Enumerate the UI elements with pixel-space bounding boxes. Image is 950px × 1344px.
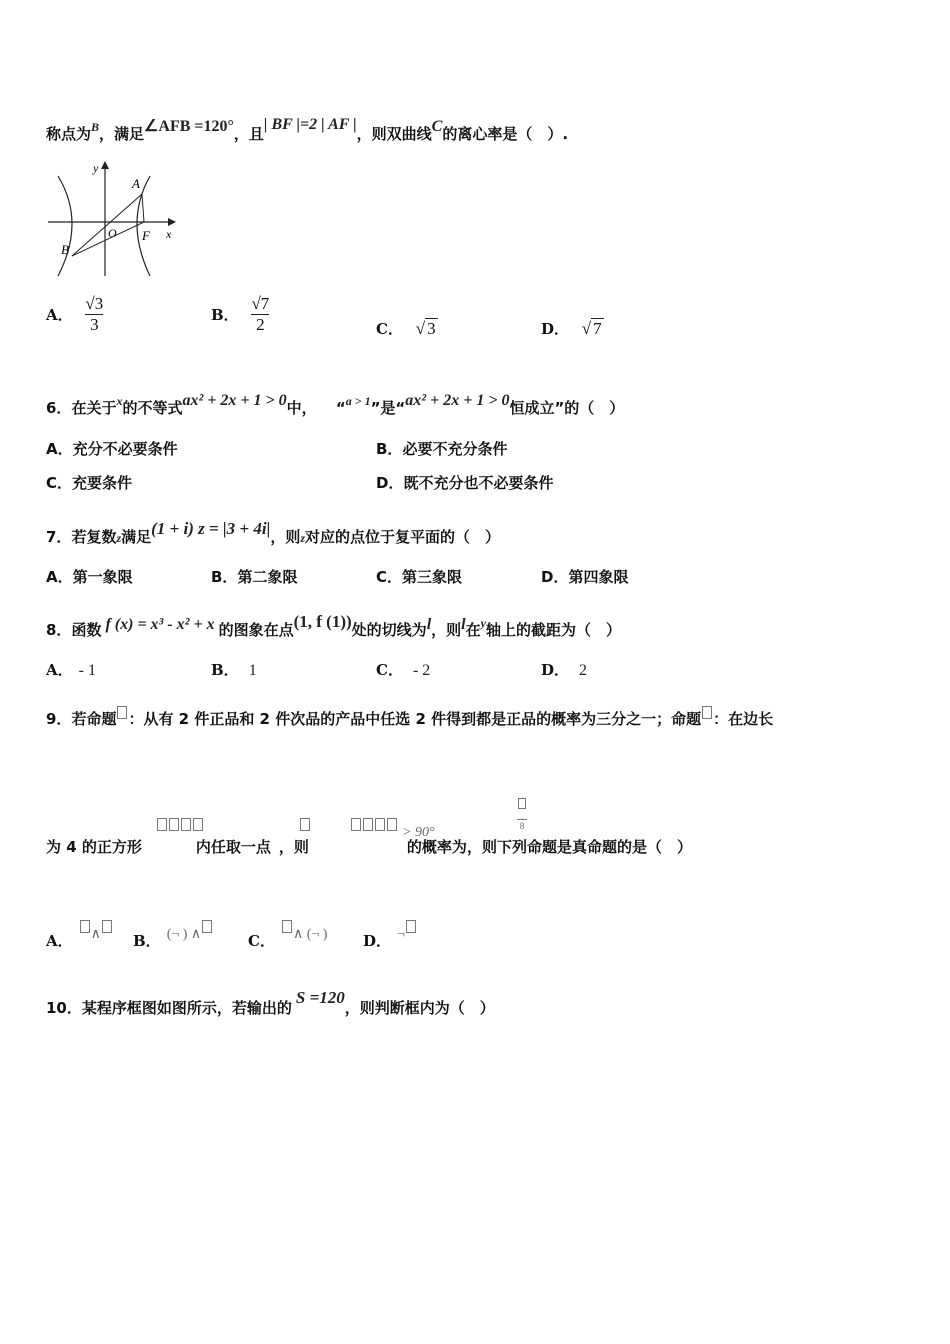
q7-option-c[interactable]: C．第三象限: [376, 568, 463, 586]
label-b: B: [61, 242, 69, 257]
q8-option-c[interactable]: C． - 2: [376, 661, 431, 679]
label-y: y: [93, 161, 99, 175]
q8-function: f (x) = x³ - x² + x: [105, 616, 215, 633]
q9-option-a[interactable]: A． ∧: [46, 920, 113, 951]
q8-option-a[interactable]: A． - 1: [46, 661, 96, 679]
q9-stem-line1: 9．若命题 ：从有 2 件正品和 2 件次品的产品中任选 2 件得到都是正品的概率为三分之一；命题 ：在边长: [46, 706, 773, 729]
q9-option-c[interactable]: C． ∧ (¬ ): [248, 920, 327, 951]
q6-inequality: ax² + 2x + 1 > 0: [182, 392, 287, 409]
q5-angle: ∠AFB =120°: [144, 118, 234, 135]
q5-condition: | BF |=2 | AF |: [263, 116, 357, 133]
q5-option-b[interactable]: B． $\frac{√7}{2}$: [211, 294, 270, 334]
q8-option-b[interactable]: B． 1: [211, 661, 257, 679]
q8-point: (1, f (1)): [293, 612, 352, 631]
q8-stem: 8．函数 f (x) = x³ - x² + x 的图象在点(1, f (1))处的切线为l，则l在$^y$轴上的截距为（ ）: [46, 612, 621, 639]
q5-line: 称点为$^B$，满足∠AFB =120°，且| BF |=2 | AF |，则双曲线C的离心率是（ ）.: [46, 116, 569, 143]
x-axis-arrow: [168, 218, 176, 226]
q7-option-b[interactable]: B．第二象限: [211, 568, 298, 586]
q9-stem-line2: 为 4 的正方形 内任取一点 ，则 的概率为，则下列命题是真命题的是（ ）: [46, 838, 692, 856]
q9-option-b[interactable]: B． (¬ ) ∧: [133, 920, 213, 951]
q8-option-d[interactable]: D． 2: [541, 661, 588, 679]
label-o: O: [108, 226, 117, 240]
fraction: $\frac{√7}{2}$: [251, 294, 270, 334]
sqrt: √ 3: [415, 319, 436, 338]
right-branch: [137, 176, 150, 276]
line-af: [142, 194, 144, 222]
label-f: F: [142, 228, 150, 243]
label-x: x: [166, 227, 172, 241]
q6-option-a[interactable]: A．充分不必要条件: [46, 440, 178, 458]
sqrt: √ 7: [581, 319, 602, 338]
q6-option-c[interactable]: C．充要条件: [46, 474, 133, 492]
y-axis-arrow: [101, 161, 109, 169]
q7-option-a[interactable]: A．第一象限: [46, 568, 133, 586]
q9-option-d[interactable]: D． ¬: [363, 920, 417, 951]
q9-angle-condition: > 90°: [350, 818, 435, 841]
q9-probability-fraction: 8: [516, 798, 528, 831]
label-a: A: [132, 176, 140, 191]
q10-equation: S =120: [295, 988, 345, 1007]
fraction: $\frac{√3}{3}$: [85, 294, 104, 334]
q5-option-d[interactable]: D． √ 7: [541, 319, 602, 338]
q6-stem: 6．在关于$^x$的不等式ax² + 2x + 1 > 0中， “$^{a > 1}$”是“ax² + 2x + 1 > 0恒成立”的（ ）: [46, 392, 625, 417]
q5-option-a[interactable]: A． $\frac{√3}{3}$: [46, 294, 104, 334]
q5-option-c[interactable]: C． √ 3: [376, 319, 436, 338]
missing-glyph-q: [702, 706, 712, 719]
q6-option-d[interactable]: D．既不充分也不必要条件: [376, 474, 554, 492]
q7-equation: (1 + i) z = |3 + 4i|: [151, 519, 271, 538]
hyperbola-figure: [44, 158, 180, 282]
left-branch: [58, 176, 72, 276]
q7-option-d[interactable]: D．第四象限: [541, 568, 629, 586]
q6-option-b[interactable]: B．必要不充分条件: [376, 440, 508, 458]
q7-stem: 7．若复数z满足(1 + i) z = |3 + 4i|，则z对应的点位于复平面的（ ）: [46, 519, 501, 546]
missing-glyph-p: [117, 706, 127, 719]
q10-stem: 10．某程序框图如图所示，若输出的S =120，则判断框内为（ ）: [46, 988, 495, 1017]
line-ba: [72, 194, 142, 256]
